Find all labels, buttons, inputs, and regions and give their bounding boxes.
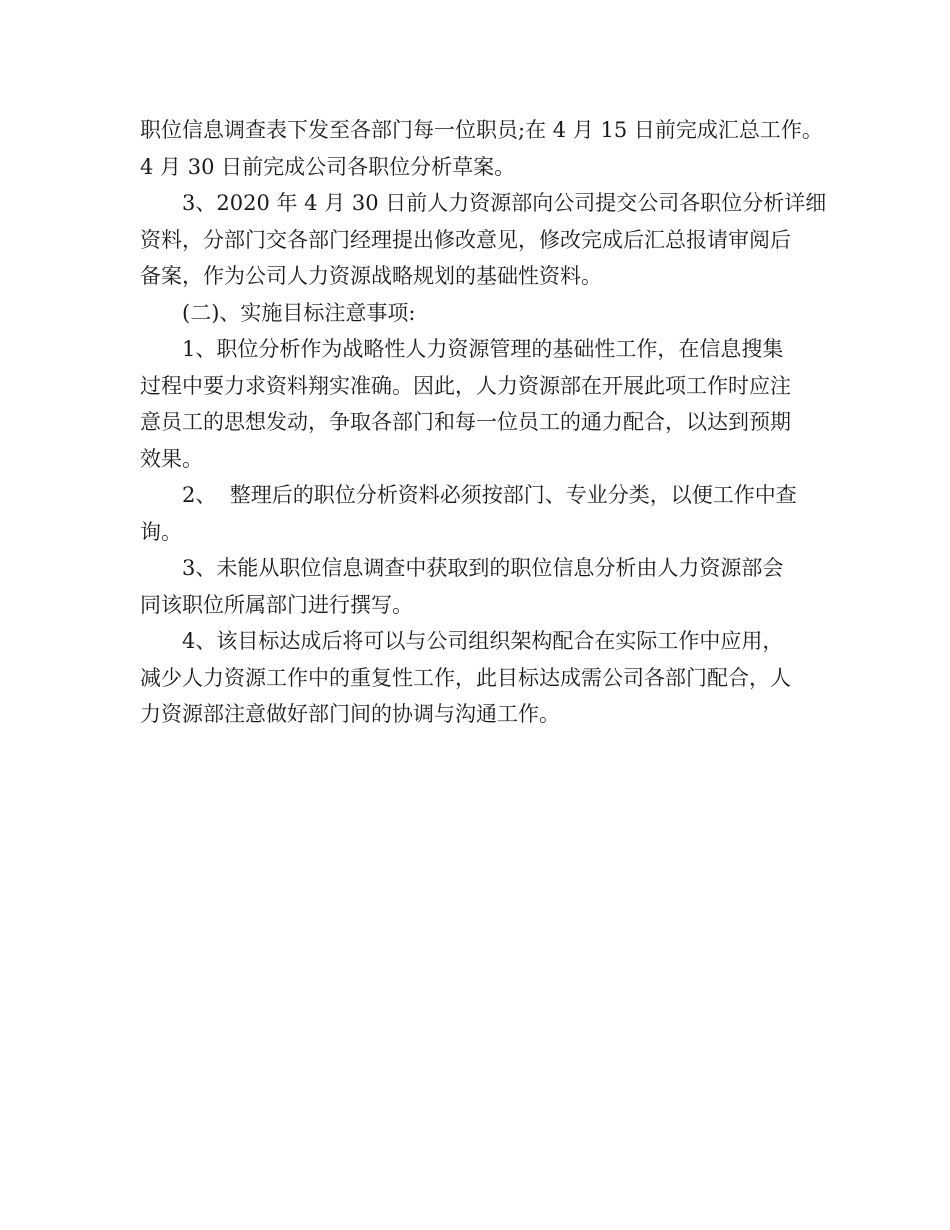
text-line: 1、职位分析作为战略性人力资源管理的基础性工作，在信息搜集	[182, 337, 784, 361]
text-line: 4、该目标达成后将可以与公司组织架构配合在实际工作中应用，	[182, 629, 784, 653]
document-body	[140, 112, 827, 733]
text-line: 备案，作为公司人力资源战略规划的基础性资料。	[140, 264, 602, 288]
section-heading: (二)、实施目标注意事项:	[182, 300, 416, 325]
text-line: 3、2020 年 4 月 30 日前人力资源部向公司提交公司各职位分析详细	[182, 191, 827, 215]
text-line: 资料，分部门交各部门经理提出修改意见，修改完成后汇总报请审阅后	[140, 227, 791, 252]
text-line: 意员工的思想发动，争取各部门和每一位员工的通力配合，以达到预期	[140, 410, 791, 434]
text-line: 询。	[140, 519, 182, 544]
text-line: 2、 整理后的职位分析资料必须按部门、专业分类，以便工作中查	[182, 483, 797, 507]
text-line: 过程中要力求资料翔实准确。因此，人力资源部在开展此项工作时应注	[140, 373, 791, 398]
text-line: 减少人力资源工作中的重复性工作，此目标达成需公司各部门配合，人	[140, 665, 791, 690]
text-line: 3、未能从职位信息调查中获取到的职位信息分析由人力资源部会	[182, 556, 784, 580]
text-line: 力资源部注意做好部门间的协调与沟通工作。	[140, 702, 560, 726]
text-line: 4 月 30 日前完成公司各职位分析草案。	[140, 154, 516, 179]
text-line: 职位信息调查表下发至各部门每一位职员;在 4 月 15 日前完成汇总工作。	[140, 118, 823, 142]
text-line: 同该职位所属部门进行撰写。	[140, 592, 413, 617]
text-line: 效果。	[140, 446, 203, 471]
